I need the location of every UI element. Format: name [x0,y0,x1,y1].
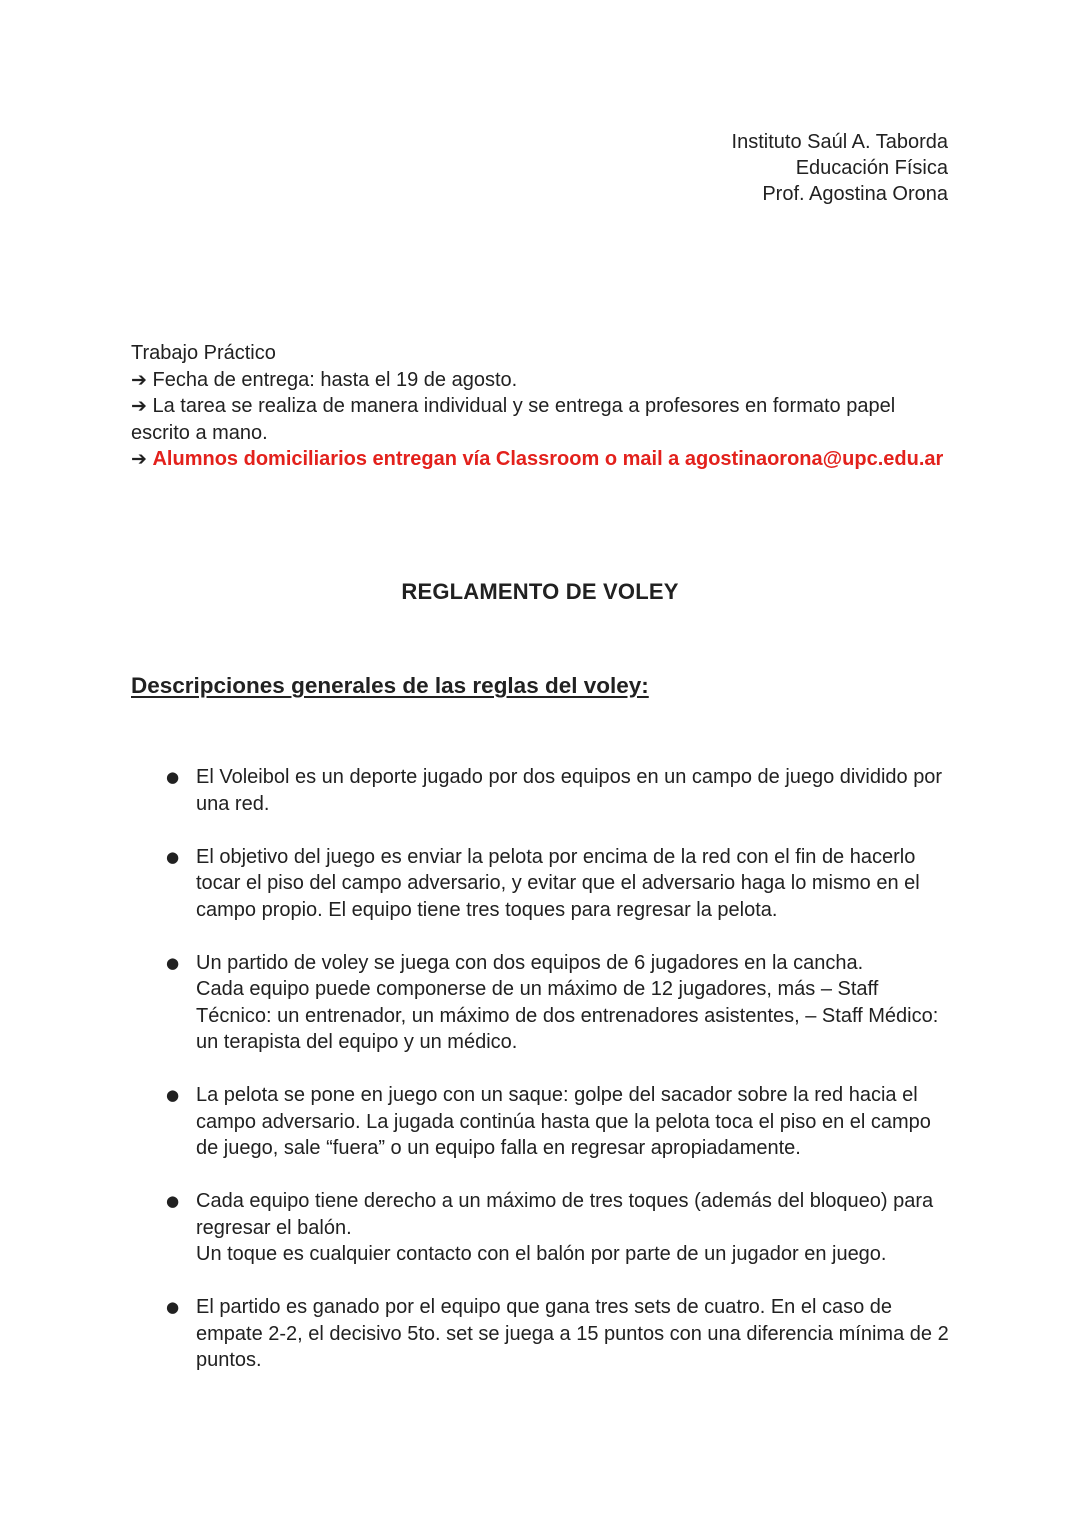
rule-text: El partido es ganado por el equipo que gana tres sets de cuatro. En el caso de empate 2-2, el decisivo 5to. set se juega a 15 puntos con una diferencia mínima de 2 puntos. [196,1296,949,1371]
bullet-icon: ● [166,953,180,972]
rule-text: Un toque es cualquier contacto con el balón por parte de un jugador en juego. [196,1243,887,1265]
arrow-icon: ➔ [131,448,147,470]
rules-list [166,764,956,1374]
institution-name: Instituto Saúl A. Taborda [731,131,948,153]
rule-text: Cada equipo tiene derecho a un máximo de tres toques (además del bloqueo) para regresar el balón. [196,1190,934,1239]
subject-name: Educación Física [795,157,948,179]
bullet-icon: ● [166,847,180,866]
list-item [166,1294,956,1374]
rule-text: Un partido de voley se juega con dos equipos de 6 jugadores en la cancha. [196,951,864,974]
bullet-icon: ● [166,768,180,786]
document-header [732,129,948,207]
rule-text: Cada equipo puede componerse de un máximo de 12 jugadores, más – Staff Técnico: un entrenador, un máximo de dos entrenadores asistentes, – Staff Médico: un terapista del equipo y un médico. [196,978,939,1053]
list-item [166,1082,956,1162]
arrow-icon: ➔ [131,368,147,391]
section-heading: Descripciones generales de las reglas del voley: [131,673,649,698]
bullet-icon: ● [166,1298,180,1316]
due-date-text: Fecha de entrega: hasta el 19 de agosto. [152,368,518,391]
instructions-line [131,393,951,446]
home-students-line [131,446,951,473]
rule-text: El objetivo del juego es enviar la pelota por encima de la red con el fin de hacerlo tocar el piso del campo adversario, y evitar que el adversario haga lo mismo en el campo propio. El equipo tiene tres toques para regresar la pelota. [196,845,920,921]
due-date-line [131,367,951,394]
rule-text: El Voleibol es un deporte jugado por dos equipos en un campo de juego dividido por una red. [196,766,943,815]
teacher-name: Prof. Agostina Orona [762,183,948,205]
bullet-icon: ● [166,1192,180,1210]
rule-text: La pelota se pone en juego con un saque: golpe del sacador sobre la red hacia el campo adversario. La jugada continúa hasta que la pelota toca el piso en el campo de juego, sale “fuera” o un equipo falla en regresar apropiadamente. [196,1084,931,1159]
instructions-text: La tarea se realiza de manera individual y se entrega a profesores en formato papel escrito a mano. [131,395,896,444]
arrow-icon: ➔ [131,395,147,417]
home-students-notice: Alumnos domiciliarios entregan vía Classroom o mail a agostinaorona@upc.edu.ar [152,448,944,470]
list-item [166,764,956,817]
bullet-icon: ● [166,1086,180,1104]
list-item [166,950,956,1056]
list-item [166,1188,956,1268]
list-item [166,844,956,924]
document-title: REGLAMENTO DE VOLEY [401,579,679,604]
assignment-info [131,340,951,473]
assignment-title: Trabajo Práctico [131,342,276,364]
